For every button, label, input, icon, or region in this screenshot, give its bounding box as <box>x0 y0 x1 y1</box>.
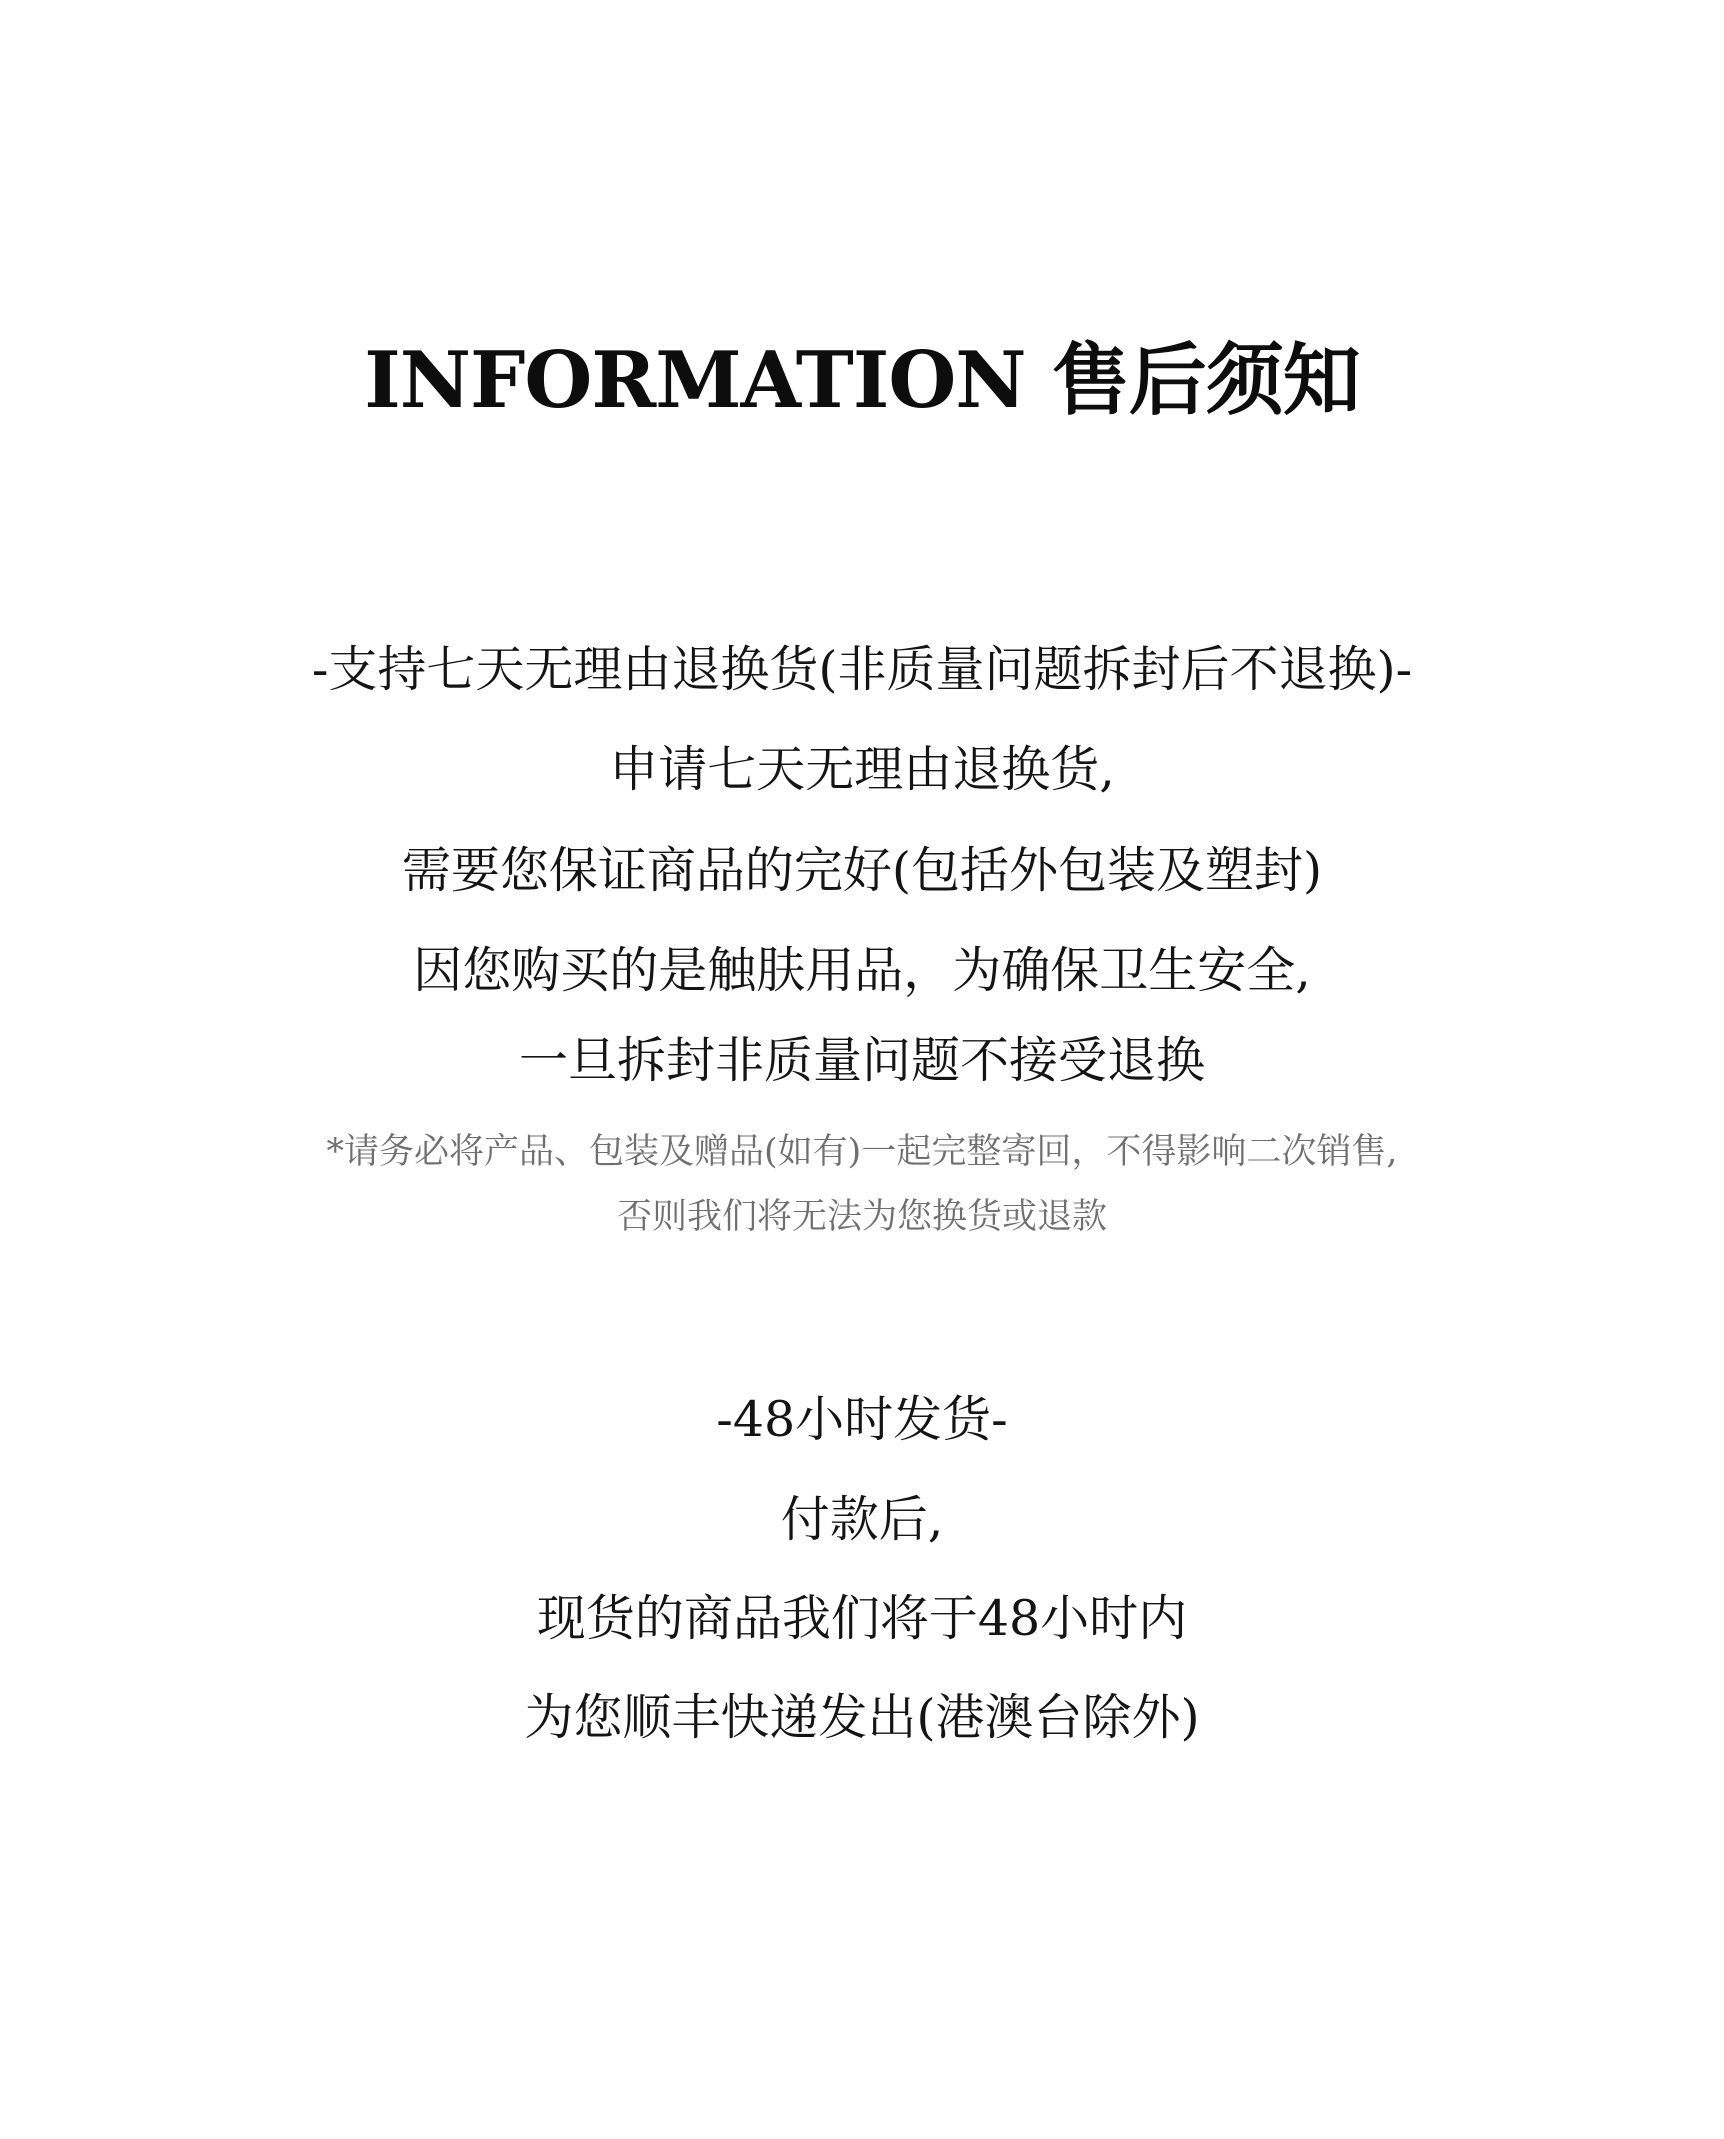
shipping-heading: -48小时发货- <box>716 1391 1008 1448</box>
returns-line: 一旦拆封非质量问题不接受退换 <box>518 1032 1205 1089</box>
returns-heading: -支持七天无理由退换货(非质量问题拆封后不退换)- <box>311 641 1413 698</box>
shipping-line: 为您顺丰快递发出(港澳台除外) <box>524 1689 1200 1746</box>
returns-line: 申请七天无理由退换货, <box>609 741 1115 798</box>
page-title: INFORMATION 售后须知 <box>364 335 1360 426</box>
returns-note: *请务必将产品、包装及赠品(如有)一起完整寄回，不得影响二次销售, <box>326 1132 1398 1172</box>
shipping-line: 现货的商品我们将于48小时内 <box>536 1590 1188 1647</box>
returns-note: 否则我们将无法为您换货或退款 <box>616 1197 1107 1237</box>
returns-line: 因您购买的是触肤用品，为确保卫生安全, <box>413 942 1311 999</box>
shipping-line: 付款后, <box>780 1491 944 1548</box>
returns-line: 需要您保证商品的完好(包括外包装及塑封) <box>401 842 1323 899</box>
